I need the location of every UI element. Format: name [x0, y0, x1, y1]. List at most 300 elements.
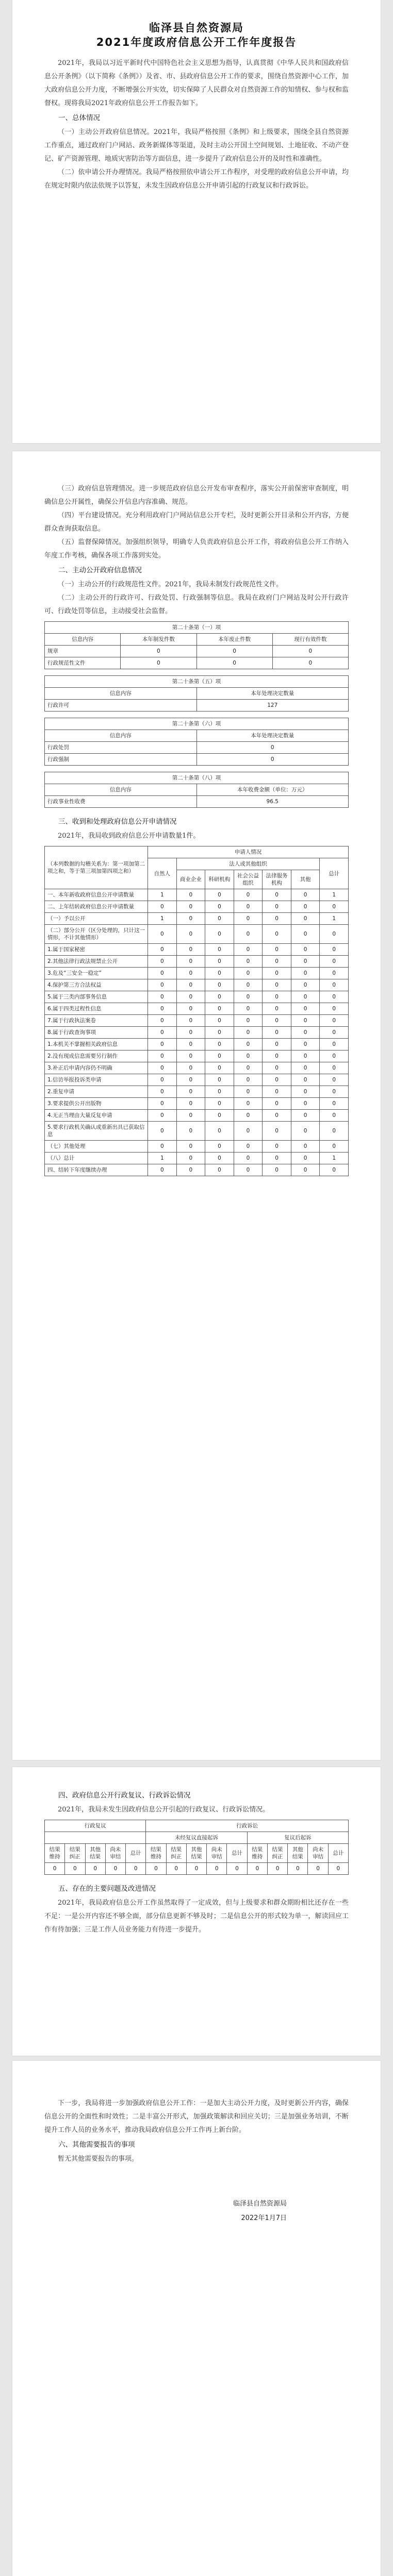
table-cell: 1 [320, 1153, 349, 1164]
table-cell: 0 [148, 1141, 177, 1153]
table-cell: 0 [263, 889, 291, 901]
table-cell: 0 [263, 1122, 291, 1141]
table-cell: 0 [291, 1062, 320, 1074]
table-cell: 0 [263, 1050, 291, 1062]
table-cell: 0 [205, 1110, 234, 1122]
table-row [45, 991, 349, 1003]
table-cell: 0 [205, 901, 234, 913]
table-cell: 0 [176, 1110, 205, 1122]
table-cell: 0 [234, 1050, 263, 1062]
table-header: 总计 [126, 1844, 146, 1863]
table-cell: 0 [234, 1003, 263, 1015]
table-row [45, 944, 349, 956]
table-cell: 0 [227, 1863, 247, 1875]
table-row [45, 1050, 349, 1062]
table-cell: 0 [148, 1003, 177, 1015]
table-cell: 0 [234, 1110, 263, 1122]
row-label: 8.属于行政查询事项 [45, 1027, 148, 1039]
table-cell: 0 [288, 1863, 308, 1875]
table-cell: 0 [267, 1863, 287, 1875]
table-row [45, 956, 349, 968]
table-cell: 0 [205, 944, 234, 956]
table-cell: 0 [320, 1027, 349, 1039]
table-cell: 0 [263, 901, 291, 913]
row-label: 1.本机关不掌握相关政府信息 [45, 1039, 148, 1050]
table-header: 尚未审结 [105, 1844, 125, 1863]
section-5-paragraph-2: 下一步，我局将进一步加强政府信息公开工作：一是加大主动公开力度，及时更新公开内容，确保信息公开的全面性和时效性；二是丰富公开形式，加强政策解读和回应关切；三是加强业务培训，不断提升工作人员的业务水平，推动我局政府信息公开工作再上新台阶。 [44, 2099, 349, 2134]
table-cell: 0 [176, 925, 205, 944]
table-cell: 0 [234, 1027, 263, 1039]
table-cell: 0 [148, 925, 177, 944]
table-cell: 96.5 [196, 796, 349, 808]
section-6-paragraph-1: 暂无其他需要报告的事项。 [58, 2155, 139, 2163]
table-cell: 0 [196, 754, 349, 766]
table-row [45, 742, 349, 754]
table-row [45, 1141, 349, 1153]
table-cell: 0 [320, 1164, 349, 1176]
table-cell: 0 [234, 944, 263, 956]
table-cell: 0 [263, 925, 291, 944]
section-1-heading: 一、总体情况 [58, 114, 100, 122]
table-cell: 0 [205, 1098, 234, 1110]
table-cell: 0 [291, 1074, 320, 1086]
table-cell: 0 [320, 1122, 349, 1141]
table-cell: 0 [291, 991, 320, 1003]
table-cell: 行政许可 [45, 700, 197, 711]
table-cell: 0 [291, 1086, 320, 1098]
table-cell: 0 [272, 646, 348, 657]
table-cell: 0 [234, 901, 263, 913]
table-row [45, 1122, 349, 1141]
table-cell: 0 [234, 1062, 263, 1074]
row-label: 2.没有现成信息需要另行制作 [45, 1050, 148, 1062]
section-6-heading: 六、其他需要报告的事项 [58, 2141, 135, 2149]
table-cell: 0 [205, 1074, 234, 1086]
section-1-paragraph-2: （二）依申请公开办理情况。我局严格按照依申请公开工作程序，对受理的政府信息公开申请，均在规定时限内依法依规予以答复，未发生因政府信息公开申请引起的行政复议和行政诉讼。 [44, 168, 349, 190]
table-row [45, 1039, 349, 1050]
table-cell: 0 [205, 991, 234, 1003]
table-cell: 0 [126, 1863, 146, 1875]
table-row [45, 1062, 349, 1074]
table-header: 结果维持 [247, 1844, 267, 1863]
table-cell: 0 [263, 1153, 291, 1164]
table-caption: 第二十条第（八）项 [45, 772, 349, 784]
table-cell: 0 [186, 1863, 206, 1875]
table-header: 法人或其他组织 [176, 858, 320, 870]
table-cell: 0 [234, 956, 263, 968]
section-1-paragraph-1: （一）主动公开政府信息情况。2021年，我局严格按照《条例》和上级要求，围绕全县自然资源工作重点，通过政府门户网站、政务新媒体等渠道，及时主动公开国土空间规划、土地征收、不动产登记、矿产资源管理、地质灾害防治等方面信息，进一步提升了政府信息公开的及时性和准确性。 [44, 128, 349, 163]
table-cell: 0 [291, 1164, 320, 1176]
table-cell: 0 [247, 1863, 267, 1875]
table-cell: 0 [291, 913, 320, 925]
row-label: （八）总计 [45, 1153, 148, 1164]
table-cell: 0 [65, 1863, 85, 1875]
table-row [45, 889, 349, 901]
table-header: 本年处理决定数量 [196, 688, 349, 700]
table-header: 本年处理决定数量 [196, 730, 349, 742]
table-cell: 0 [205, 968, 234, 979]
table-cell: 0 [263, 979, 291, 991]
section-1-paragraph-4: （四）平台建设情况。充分利用政府门户网站信息公开专栏，及时更新公开目录和公开内容，方便群众查询获取信息。 [44, 512, 349, 533]
table-cell: 0 [320, 968, 349, 979]
table-cell: 0 [320, 956, 349, 968]
table-cell: 0 [234, 1153, 263, 1164]
table-cell: 0 [148, 979, 177, 991]
table-cell: 0 [176, 979, 205, 991]
table-cell: 0 [320, 991, 349, 1003]
table-cell: 0 [234, 991, 263, 1003]
table-cell: 0 [320, 1015, 349, 1027]
section-1-paragraph-5: （五）监督保障情况。加强组织领导，明确专人负责政府信息公开工作，将政府信息公开工作纳入年度工作考核，确保各项工作落到实处。 [44, 538, 349, 560]
table-header: 结果纠正 [65, 1844, 85, 1863]
document-page-1 [12, 0, 381, 443]
table-cell: 0 [205, 1027, 234, 1039]
table-cell: 0 [105, 1863, 125, 1875]
table-group-header: 行政复议 [45, 1820, 146, 1832]
table-header: 尚未审结 [308, 1844, 328, 1863]
table-cell: 0 [320, 1062, 349, 1074]
table-cell: 0 [205, 913, 234, 925]
table-group-header: 行政诉讼 [146, 1820, 349, 1832]
table-cell: 行政处罚 [45, 742, 197, 754]
row-label: 2.其他法律行政法规禁止公开 [45, 956, 148, 968]
table-cell: 0 [291, 925, 320, 944]
license-table [44, 675, 349, 711]
table-cell: 0 [176, 944, 205, 956]
table-cell: 0 [176, 991, 205, 1003]
section-5-paragraph-1: 2021年，我局政府信息公开工作虽然取得了一定成效，但与上级要求和群众期盼相比还存在一些不足：一是公开内容还不够全面，部分信息更新不够及时；二是信息公开的形式较为单一，解读回应工作有待加强；三是工作人员业务能力有待进一步提升。 [44, 1899, 349, 1934]
table-cell: 0 [320, 1074, 349, 1086]
row-label: 四、结转下年度继续办理 [45, 1164, 148, 1176]
table-cell: 0 [205, 1141, 234, 1153]
title-line-1: 临泽县自然资源局 [149, 22, 244, 34]
table-row [45, 1153, 349, 1164]
table-cell: 0 [234, 1122, 263, 1141]
table-cell: 0 [234, 925, 263, 944]
table-header: 本年收费金额（单位：万元） [196, 784, 349, 796]
table-cell: 0 [291, 1122, 320, 1141]
document-page-3 [12, 1767, 381, 2056]
table-cell: 0 [176, 956, 205, 968]
table-cell: 0 [176, 1141, 205, 1153]
table-cell: 127 [196, 700, 349, 711]
table-header: 结果维持 [45, 1844, 65, 1863]
table-header: 信息内容 [45, 688, 197, 700]
row-label: （一）予以公开 [45, 913, 148, 925]
table-row [45, 754, 349, 766]
table-cell: 0 [272, 657, 348, 669]
table-cell: 0 [176, 1086, 205, 1098]
table-row [45, 1015, 349, 1027]
table-caption: 第二十条第（六）项 [45, 718, 349, 730]
table-cell: 0 [263, 944, 291, 956]
row-label: 1.信访举报投诉类申请 [45, 1074, 148, 1086]
row-label: （七）其他处理 [45, 1141, 148, 1153]
table-cell: 行政强制 [45, 754, 197, 766]
table-cell: 0 [205, 1164, 234, 1176]
row-label: 6.属于四类过程性信息 [45, 1003, 148, 1015]
table-cell: 0 [148, 1074, 177, 1086]
table-row [45, 700, 349, 711]
section-3-heading: 三、收到和处理政府信息公开申请情况 [58, 818, 177, 826]
table-cell: 0 [176, 1153, 205, 1164]
table-cell: 0 [205, 1122, 234, 1141]
table-cell: 0 [320, 1086, 349, 1098]
table-cell: 0 [291, 1015, 320, 1027]
document-page-4 [12, 2061, 381, 2576]
table-header: 总计 [227, 1844, 247, 1863]
table-cell: 0 [234, 913, 263, 925]
table-cell: 0 [176, 1039, 205, 1050]
rules-table [44, 621, 349, 669]
table-cell: 0 [320, 944, 349, 956]
table-cell: 0 [234, 1164, 263, 1176]
table-cell: 0 [291, 1003, 320, 1015]
table-cell: 0 [176, 901, 205, 913]
table-cell: 0 [291, 1141, 320, 1153]
table-cell: 0 [148, 1039, 177, 1050]
table-header: 结果纠正 [267, 1844, 287, 1863]
section-3-paragraph-1: 2021年，我局收到政府信息公开申请数量1件。 [58, 832, 200, 840]
table-cell: 0 [263, 956, 291, 968]
table-header: 其他 [291, 870, 320, 889]
table-cell: 0 [291, 1027, 320, 1039]
table-cell: 0 [176, 1003, 205, 1015]
table-cell: 0 [196, 646, 272, 657]
row-label: 2.重复申请 [45, 1086, 148, 1098]
table-cell: 0 [146, 1863, 166, 1875]
table-cell: 0 [148, 1062, 177, 1074]
section-2-heading: 二、主动公开政府信息情况 [58, 566, 142, 574]
table-header: 未经复议直接起诉 [146, 1832, 247, 1844]
table-cell: 0 [234, 1086, 263, 1098]
table-cell: 0 [291, 901, 320, 913]
row-label: 5.要求行政机关确认或重新出具已获取信息 [45, 1122, 148, 1141]
section-4-heading: 四、政府信息公开行政复议、行政诉讼情况 [58, 1791, 191, 1800]
table-cell: 0 [176, 1074, 205, 1086]
table-cell: 0 [148, 1164, 177, 1176]
table-cell: 规章 [45, 646, 121, 657]
application-table [44, 846, 349, 1176]
row-label: 3.要求提供公开出版物 [45, 1098, 148, 1110]
table-cell: 0 [148, 1050, 177, 1062]
signature-date: 2022年1月7日 [241, 2214, 287, 2222]
table-cell: 0 [263, 913, 291, 925]
table-row [45, 1863, 349, 1875]
table-cell: 0 [205, 1039, 234, 1050]
row-label: 3.危及“三安全一稳定” [45, 968, 148, 979]
table-cell: 0 [291, 1050, 320, 1062]
table-caption: 第二十条第（五）项 [45, 676, 349, 688]
table-cell: 0 [148, 991, 177, 1003]
table-cell: 0 [234, 889, 263, 901]
section-4-paragraph-1: 2021年，我局未发生因政府信息公开引起的行政复议、行政诉讼情况。 [58, 1806, 270, 1814]
table-cell: 0 [148, 956, 177, 968]
table-cell: 0 [45, 1863, 65, 1875]
table-cell: 0 [234, 979, 263, 991]
table-cell: 0 [263, 1110, 291, 1122]
table-cell: 0 [234, 1074, 263, 1086]
table-header: 本年制发件数 [121, 634, 196, 646]
table-cell: 0 [148, 1110, 177, 1122]
table-cell: 0 [320, 1098, 349, 1110]
table-cell: 0 [176, 1027, 205, 1039]
table-cell: 0 [320, 1039, 349, 1050]
table-cell: 0 [234, 968, 263, 979]
table-cell: 0 [263, 1015, 291, 1027]
table-cell: 0 [176, 1122, 205, 1141]
table-cell: 0 [291, 944, 320, 956]
table-row [45, 925, 349, 944]
table-header: 复议后起诉 [247, 1832, 348, 1844]
table-cell: 0 [205, 925, 234, 944]
table-header: 信息内容 [45, 784, 197, 796]
table-cell: 0 [121, 657, 196, 669]
table-cell: 0 [320, 901, 349, 913]
table-cell: 0 [263, 1086, 291, 1098]
table-cell: 0 [148, 1098, 177, 1110]
table-cell: 0 [263, 1074, 291, 1086]
table-cell: 0 [328, 1863, 348, 1875]
table-cell: 0 [148, 1015, 177, 1027]
table-cell: 0 [320, 1141, 349, 1153]
table-header: 商业企业 [176, 870, 205, 889]
section-5-heading: 五、存在的主要问题及改进情况 [58, 1885, 156, 1893]
table-header: 科研机构 [205, 870, 234, 889]
table-header: 其他结果 [288, 1844, 308, 1863]
table-header: 结果纠正 [166, 1844, 186, 1863]
table-cell: 0 [207, 1863, 227, 1875]
table-cell: 0 [148, 901, 177, 913]
table-cell: 行政事业性收费 [45, 796, 197, 808]
row-label: （二）部分公开（区分处理的，只计这一情形，不计其他情形） [45, 925, 148, 944]
table-row [45, 1164, 349, 1176]
table-cell: 0 [148, 968, 177, 979]
table-row [45, 1027, 349, 1039]
table-cell: 0 [291, 1039, 320, 1050]
table-cell: 0 [263, 1141, 291, 1153]
table-cell: 0 [148, 1086, 177, 1098]
table-cell: 0 [263, 1062, 291, 1074]
table-row [45, 901, 349, 913]
review-litigation-table [44, 1820, 349, 1875]
row-label: 1.属于国家秘密 [45, 944, 148, 956]
table-header: 其他结果 [186, 1844, 206, 1863]
table-cell: 0 [320, 925, 349, 944]
table-cell: 0 [176, 1015, 205, 1027]
table-cell: 0 [234, 1015, 263, 1027]
table-cell: 0 [263, 1003, 291, 1015]
table-header: 本年废止件数 [196, 634, 272, 646]
title-line-2: 2021年度政府信息公开工作年度报告 [96, 36, 297, 48]
table-row [45, 1110, 349, 1122]
table-row [45, 646, 349, 657]
table-row [45, 979, 349, 991]
table-cell: 0 [121, 646, 196, 657]
table-cell: 0 [291, 1153, 320, 1164]
table-cell: 0 [196, 742, 349, 754]
table-row [45, 657, 349, 669]
table-row [45, 968, 349, 979]
table-cell: 0 [263, 991, 291, 1003]
table-cell: 0 [176, 1050, 205, 1062]
table-cell: 0 [205, 1086, 234, 1098]
section-1-paragraph-3: （三）政府信息管理情况。进一步规范政府信息公开发布审查程序，落实公开前保密审查制度，明确信息公开属性，确保公开信息内容准确、规范。 [44, 485, 349, 506]
row-label: 3.补正后申请内容仍不明确 [45, 1062, 148, 1074]
table-cell: 0 [176, 889, 205, 901]
table-header: 自然人 [148, 858, 177, 889]
table-cell: 0 [291, 1098, 320, 1110]
table-header: 总计 [328, 1844, 348, 1863]
table-cell: 0 [205, 979, 234, 991]
table-cell: 0 [291, 968, 320, 979]
penalty-table [44, 718, 349, 766]
table-cell: 0 [148, 1122, 177, 1141]
table-cell: 0 [263, 1164, 291, 1176]
table-cell: 0 [320, 1050, 349, 1062]
table-caption: 第二十条第（一）项 [45, 622, 349, 634]
table-row [45, 1074, 349, 1086]
row-label: 二、上年结转政府信息公开申请数量 [45, 901, 148, 913]
row-label: 4.保护第三方合法权益 [45, 979, 148, 991]
table-cell: 0 [205, 1062, 234, 1074]
table-cell: 0 [148, 1027, 177, 1039]
table-cell: 0 [234, 1098, 263, 1110]
table-header: 信息内容 [45, 730, 197, 742]
table-header: 法律服务机构 [263, 870, 291, 889]
table-header: 其他结果 [85, 1844, 105, 1863]
table-cell: 0 [196, 657, 272, 669]
table-cell: 0 [205, 1003, 234, 1015]
table-header: 社会公益组织 [234, 870, 263, 889]
table-header: 结果维持 [146, 1844, 166, 1863]
table-cell: 1 [320, 889, 349, 901]
table-cell: 0 [320, 1110, 349, 1122]
table-row [45, 1003, 349, 1015]
table-header: 信息内容 [45, 634, 121, 646]
table-cell: 1 [148, 913, 177, 925]
table-corner-note: （本列数据的勾稽关系为：第一项加第二项之和，等于第三项加第四项之和） [45, 846, 148, 889]
row-label: 7.属于行政执法案卷 [45, 1015, 148, 1027]
table-cell: 0 [148, 944, 177, 956]
table-cell: 0 [234, 1039, 263, 1050]
table-cell: 0 [291, 1110, 320, 1122]
document-page-2 [12, 451, 381, 1760]
table-cell: 0 [320, 979, 349, 991]
table-cell: 0 [263, 1098, 291, 1110]
table-cell: 0 [176, 1164, 205, 1176]
table-cell: 0 [320, 1003, 349, 1015]
table-cell: 0 [291, 889, 320, 901]
table-header: 现行有效件数 [272, 634, 348, 646]
table-cell: 0 [205, 1015, 234, 1027]
table-cell: 0 [85, 1863, 105, 1875]
fee-table [44, 772, 349, 808]
signature-org: 临泽县自然资源局 [233, 2200, 287, 2208]
table-row [45, 913, 349, 925]
table-cell: 行政规范性文件 [45, 657, 121, 669]
table-row [45, 1098, 349, 1110]
table-cell: 0 [308, 1863, 328, 1875]
table-row [45, 1086, 349, 1098]
table-cell: 0 [205, 956, 234, 968]
section-2-paragraph-2: （二）主动公开的行政许可、行政处罚、行政强制等信息。我局在政府门户网站及时公开行政许可、行政处罚等信息，主动接受社会监督。 [44, 594, 349, 615]
table-cell: 0 [263, 968, 291, 979]
table-group-header: 申请人情况 [148, 846, 349, 858]
table-cell: 0 [176, 1098, 205, 1110]
table-cell: 1 [148, 889, 177, 901]
table-cell: 0 [176, 913, 205, 925]
